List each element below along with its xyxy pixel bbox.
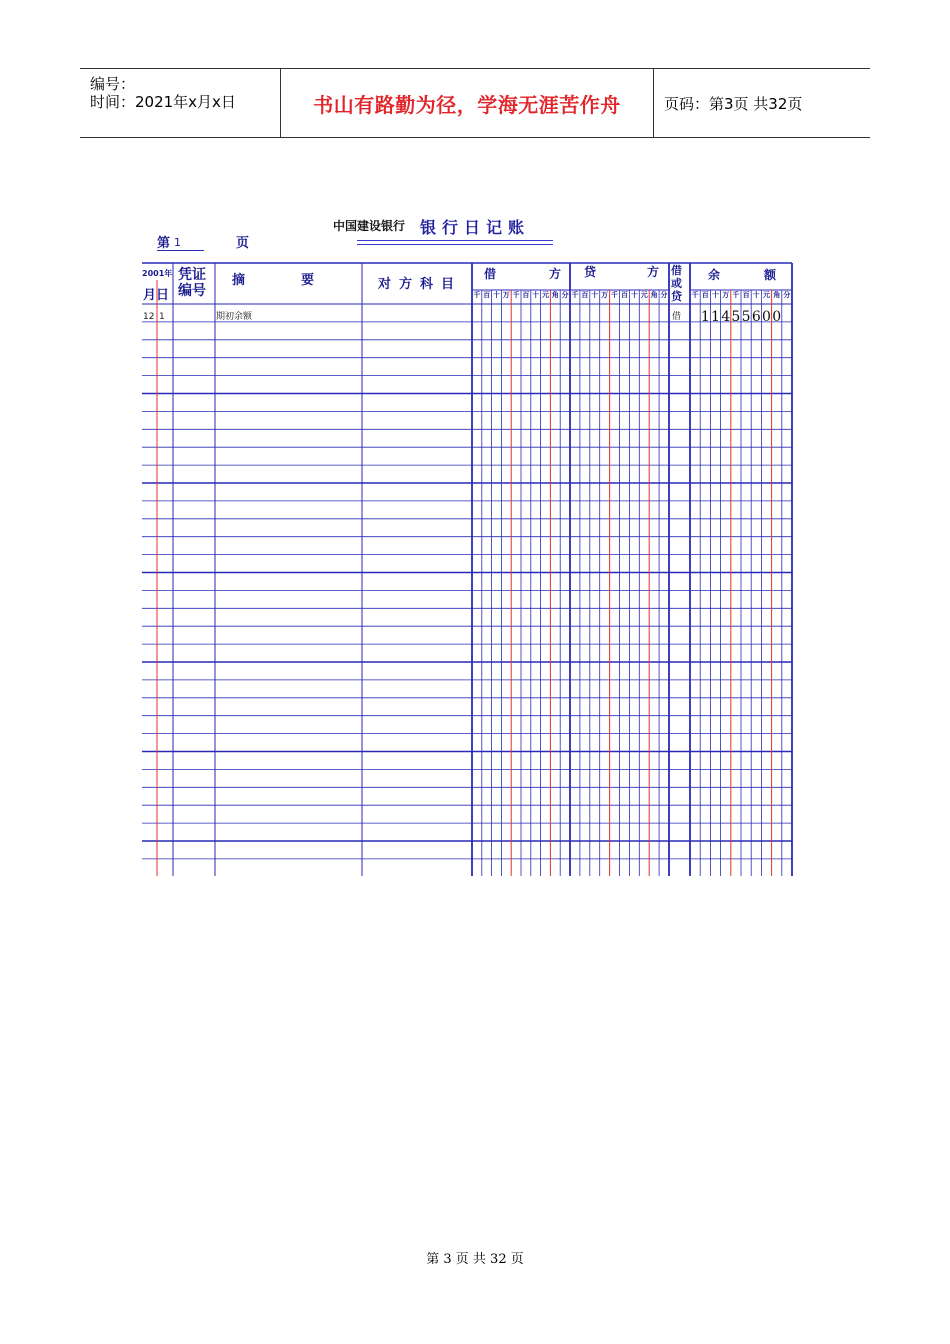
header-balance-a: 余 <box>708 268 721 282</box>
balance-digit: 5 <box>741 309 751 325</box>
credit-unit-label: 百 <box>620 291 628 299</box>
balance-unit-label: 千 <box>691 291 699 299</box>
debit-unit-label: 角 <box>551 291 559 299</box>
header-balance-b: 额 <box>764 268 777 282</box>
header-voucher-line2: 编号 <box>178 283 206 299</box>
header-debit-b: 方 <box>549 267 562 281</box>
credit-unit-label: 十 <box>630 291 638 299</box>
ledger-page-number: 1 <box>174 236 181 249</box>
balance-digit: 1 <box>711 309 720 325</box>
page-number-underline <box>157 250 204 251</box>
debit-unit-label: 万 <box>502 291 510 299</box>
balance-digit: 0 <box>762 309 771 325</box>
bank-name: 中国建设银行 <box>333 219 406 233</box>
page-info: 页码：第3页 共32页 <box>664 94 803 113</box>
header-summary-a: 摘 <box>232 273 246 288</box>
title-underline-double <box>357 244 553 245</box>
header-counter-account: 对方科目 <box>378 277 463 292</box>
credit-unit-label: 分 <box>660 291 668 299</box>
balance-digit: 5 <box>731 309 741 325</box>
balance-unit-label: 角 <box>773 291 781 299</box>
balance-unit-label: 百 <box>701 291 709 299</box>
balance-digit: 4 <box>721 309 731 325</box>
credit-unit-label: 千 <box>571 291 579 299</box>
credit-unit-label: 百 <box>581 291 589 299</box>
header-credit-b: 方 <box>647 265 660 279</box>
header-voucher-line1: 凭证 <box>178 267 206 283</box>
credit-unit-label: 十 <box>591 291 599 299</box>
time-label: 时间：2021年x月x日 <box>90 93 236 111</box>
balance-unit-label: 万 <box>722 291 730 299</box>
balance-digit: 6 <box>751 309 761 325</box>
debit-unit-label: 千 <box>473 291 481 299</box>
document-header <box>80 68 870 138</box>
debit-unit-label: 分 <box>561 291 569 299</box>
header-year: 2001年 <box>142 269 173 278</box>
debit-unit-label: 元 <box>541 291 549 299</box>
balance-unit-label: 元 <box>762 291 770 299</box>
credit-unit-label: 千 <box>611 291 619 299</box>
page-info-cell <box>654 69 870 137</box>
header-month-day: 月日 <box>143 288 170 303</box>
header-direction-line2: 或 <box>671 277 682 290</box>
debit-unit-label: 百 <box>483 291 491 299</box>
header-direction-line3: 贷 <box>671 290 682 303</box>
balance-unit-label: 分 <box>783 291 791 299</box>
header-credit-a: 贷 <box>584 265 597 279</box>
row-summary: 期初余额 <box>216 312 253 322</box>
debit-unit-label: 百 <box>522 291 530 299</box>
row-direction: 借 <box>672 312 682 322</box>
credit-unit-label: 元 <box>640 291 648 299</box>
balance-unit-label: 十 <box>752 291 760 299</box>
title-underline <box>357 240 553 241</box>
row-day: 1 <box>159 312 165 322</box>
balance-unit-label: 百 <box>742 291 750 299</box>
debit-unit-label: 十 <box>532 291 540 299</box>
debit-unit-label: 千 <box>512 291 520 299</box>
balance-unit-label: 十 <box>711 291 719 299</box>
footer-page-number: 第 3 页 共 32 页 <box>426 1252 524 1267</box>
header-direction-line1: 借 <box>671 264 682 277</box>
row-month: 12 <box>143 312 155 322</box>
balance-digit: 0 <box>772 309 782 325</box>
header-meta-cell <box>80 69 281 137</box>
header-summary-b: 要 <box>301 273 315 288</box>
header-debit-a: 借 <box>484 267 497 281</box>
balance-digit: 1 <box>700 309 710 325</box>
credit-unit-label: 角 <box>650 291 658 299</box>
credit-unit-label: 万 <box>601 291 609 299</box>
motto-cell <box>281 69 654 137</box>
ledger-title: 银行日记账 <box>420 218 531 237</box>
ledger-page-label-pre: 第 <box>157 236 171 251</box>
ledger-page-label-post: 页 <box>236 236 250 251</box>
debit-unit-label: 十 <box>492 291 500 299</box>
number-label: 编号： <box>90 75 136 93</box>
motto-text: 书山有路勤为径，学海无涯苦作舟 <box>313 92 621 117</box>
balance-unit-label: 千 <box>732 291 740 299</box>
